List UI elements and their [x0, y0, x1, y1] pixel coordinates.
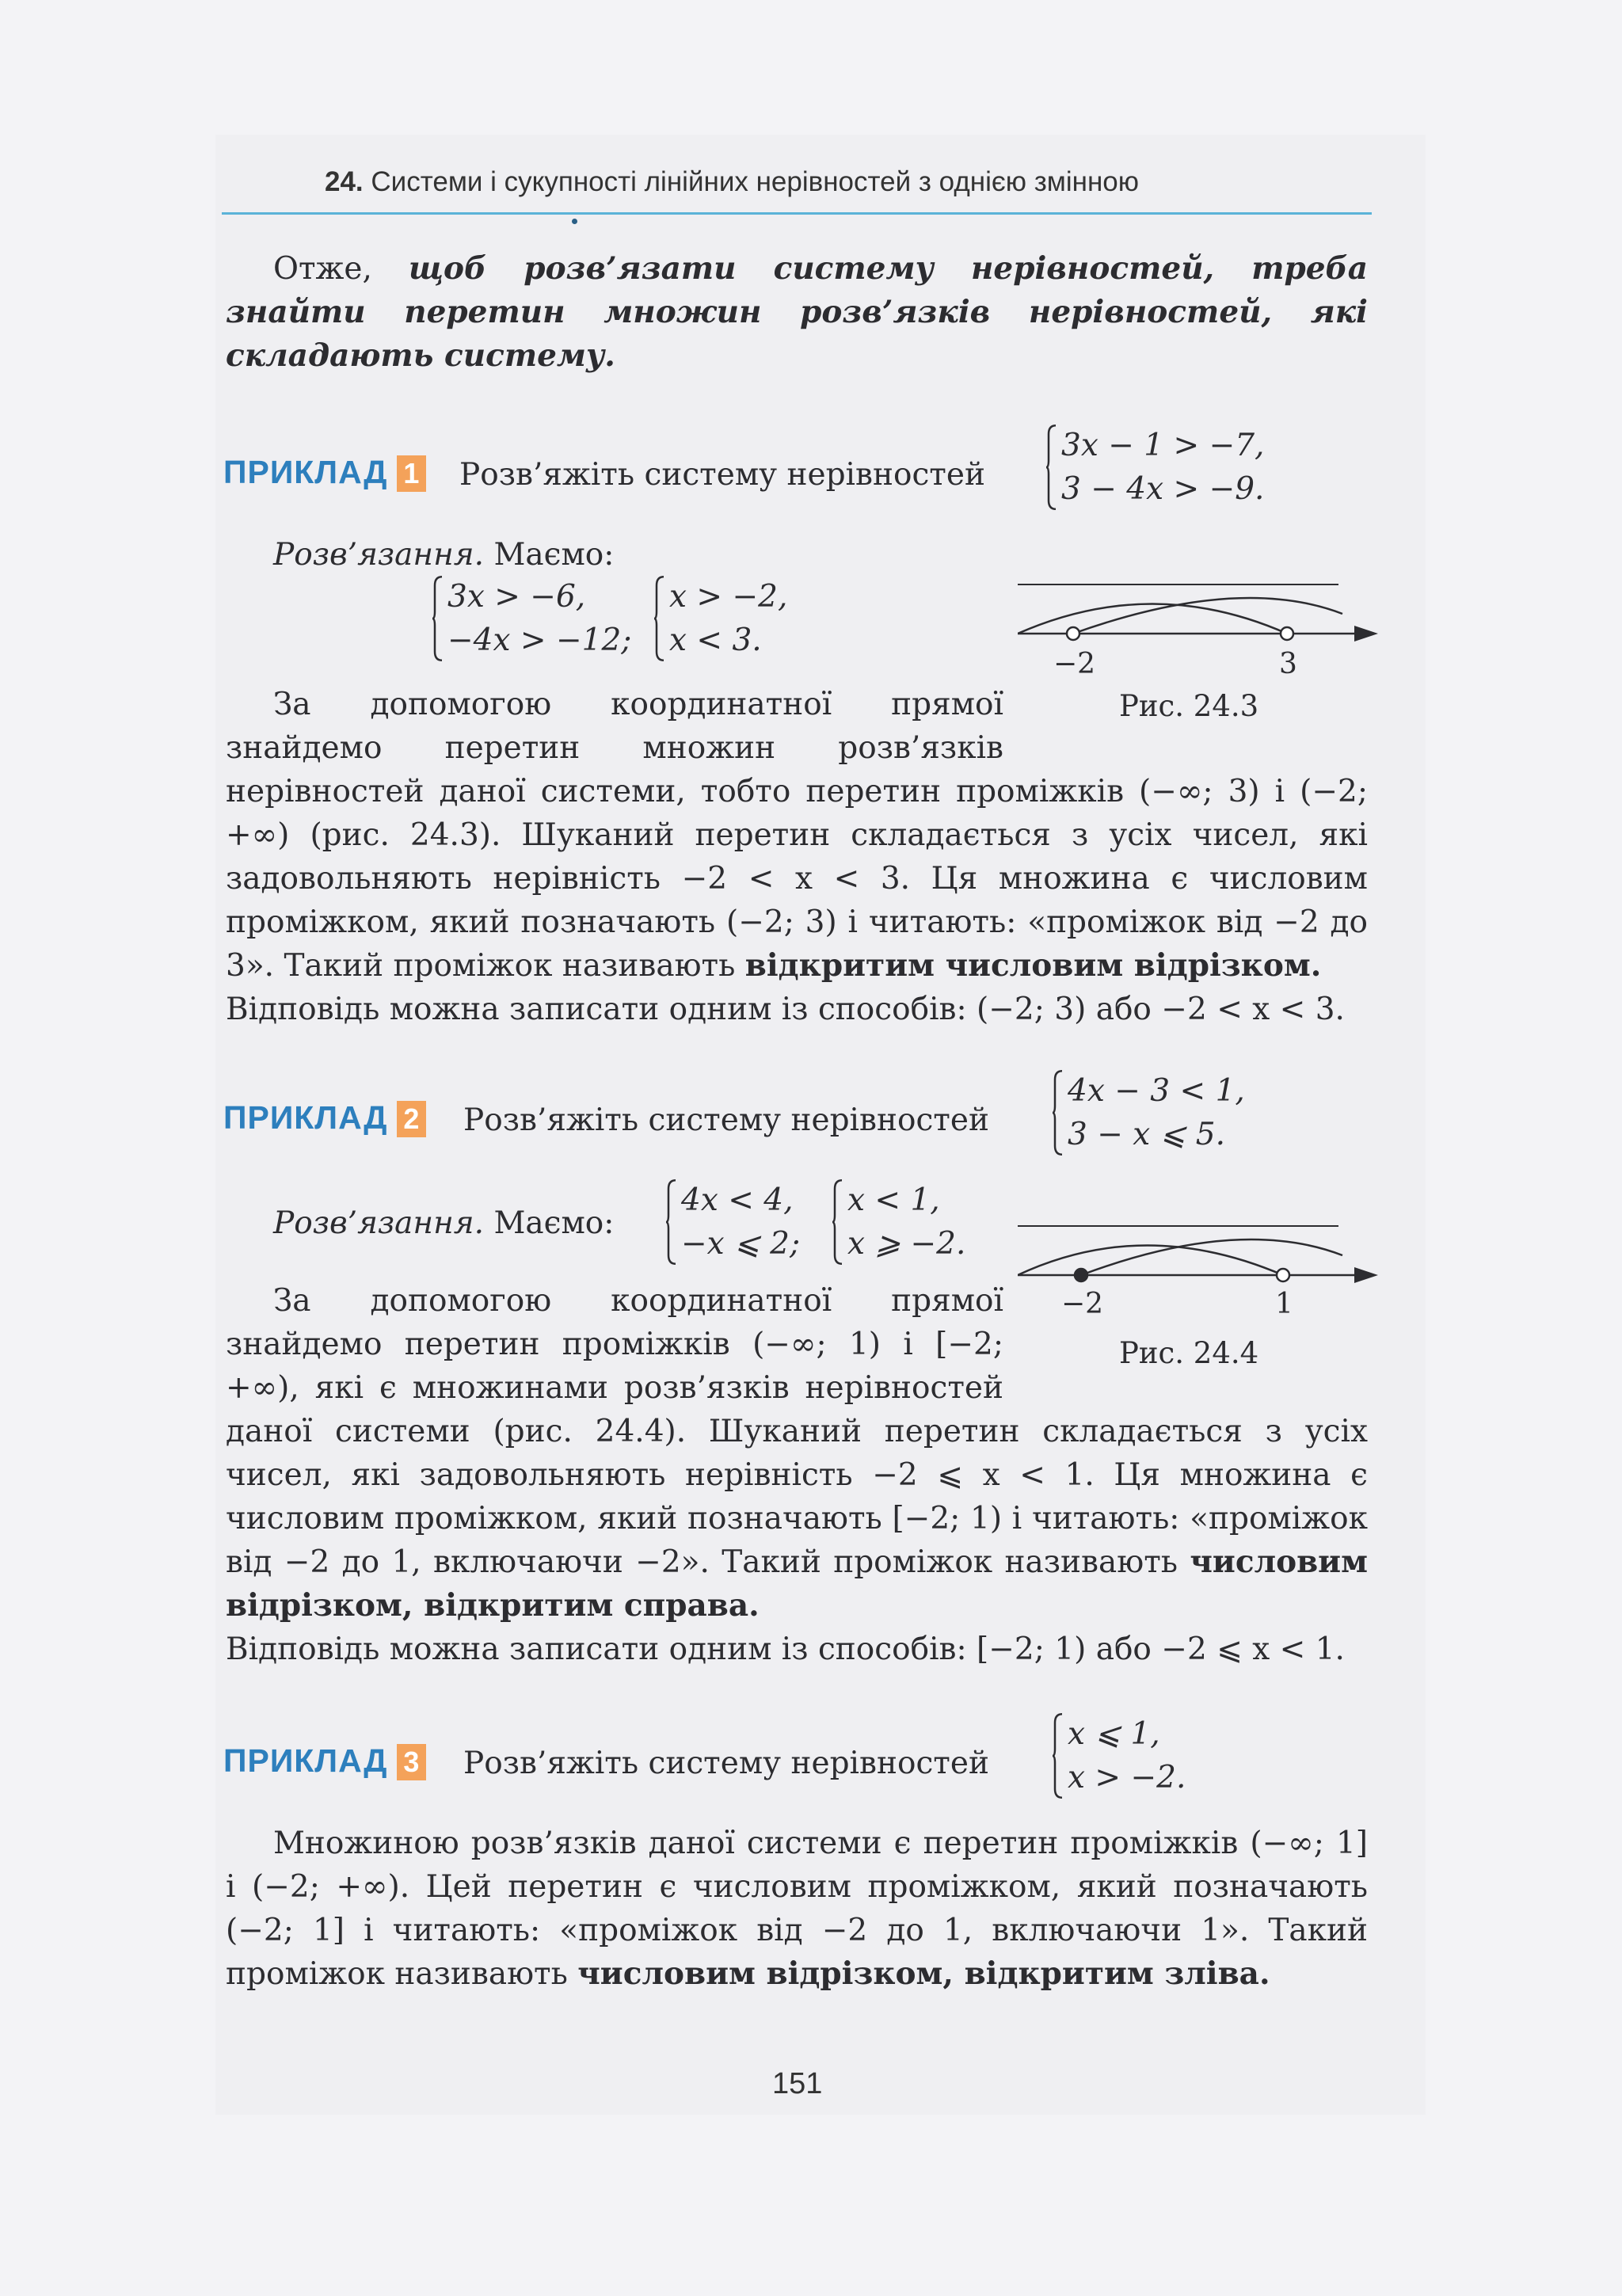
step-line: −4x > −12; [447, 623, 632, 658]
tick-label: −2 [1061, 1288, 1104, 1320]
brace-icon [665, 1178, 676, 1266]
example-1-word: ПРИКЛАД [223, 454, 388, 490]
arc-minus-inf-to-1 [1018, 1246, 1283, 1276]
solution-start: Маємо: [493, 537, 615, 573]
example-2-system [1052, 1069, 1245, 1156]
solution-start: Маємо: [493, 1205, 615, 1241]
arc-minus-2-to-inf [1081, 1239, 1342, 1275]
system-line: x ⩽ 1, [1068, 1716, 1160, 1752]
arrow-icon [1354, 626, 1378, 642]
intro-paragraph [226, 247, 1368, 378]
brace-icon [1052, 1712, 1063, 1799]
figure-float-space [1003, 683, 1368, 770]
figure-24-4-caption: Рис. 24.4 [1119, 1336, 1259, 1370]
figure-24-3 [1018, 570, 1382, 697]
example-1-task: Розв’яжіть систему нерівностей [459, 457, 985, 493]
brace-icon [432, 575, 443, 662]
example-2-solution-intro [273, 1201, 614, 1245]
system-line: 4x − 3 < 1, [1068, 1073, 1245, 1109]
running-header [325, 166, 1139, 198]
system-line: 3 − 4x > −9. [1061, 471, 1265, 507]
open-point-icon [1281, 627, 1293, 640]
step-line: x < 1, [847, 1182, 940, 1218]
step-line: x < 3. [669, 623, 762, 658]
section-title: Системи і сукупності лінійних нерівностей з однією змінною [371, 166, 1139, 197]
section-number: 24. [325, 166, 364, 197]
answer: Відповідь можна записати одним із способів: [−2; 1) або −2 ⩽ x < 1. [226, 1632, 1345, 1667]
term: числовим відрізком, відкритим зліва. [577, 1955, 1270, 1992]
example-1-label [223, 454, 426, 492]
example-2-number: 2 [397, 1101, 426, 1137]
step-line: 3x > −6, [447, 579, 586, 615]
brace-icon [1052, 1069, 1063, 1156]
arc-minus-inf-to-3 [1018, 604, 1287, 634]
explanation: За допомогою координатної прямої знайдемо перетин множин розв’язків нерівностей даної системи, тобто перетин проміжків (−∞; 3) і (−2; +∞) (рис. 24.3). Шуканий перетин складається з усіх чисел, які задовольняють нерівність −2 < x < 3. Ця множина є числовим проміжком, який позначають (−2; 3) і читають: «проміжок від −2 до 3». Такий проміжок називають [226, 687, 1368, 984]
step-line: x > −2, [669, 579, 788, 615]
example-2-label [223, 1099, 426, 1137]
example-3-system [1052, 1712, 1186, 1799]
example-2-word: ПРИКЛАД [223, 1099, 388, 1136]
example-1-system [1045, 424, 1264, 511]
solution-label: Розв’язання. [273, 1205, 485, 1241]
example-3-word: ПРИКЛАД [223, 1742, 388, 1779]
example-3-number: 3 [397, 1744, 426, 1780]
figure-24-3-caption: Рис. 24.3 [1119, 689, 1259, 723]
intro-rule: щоб розв’язати систему нерівностей, треба знайти перетин множин розв’язків нерівностей, які складають систему. [226, 250, 1368, 374]
example-2-step1 [665, 1178, 800, 1266]
tick-label: 1 [1275, 1288, 1293, 1320]
system-line: x > −2. [1068, 1760, 1186, 1795]
brace-icon [832, 1178, 843, 1266]
example-1-step1 [432, 575, 631, 662]
example-1-step2 [653, 575, 787, 662]
term: відкритим числовим відрізком. [744, 947, 1322, 984]
brace-icon [1045, 424, 1057, 511]
example-1-solution-intro [273, 533, 614, 577]
page-number: 151 [772, 2067, 823, 2100]
example-1-number: 1 [397, 455, 426, 492]
example-3-text [226, 1822, 1368, 1996]
example-2-text [226, 1279, 1368, 1671]
system-line: 3 − x ⩽ 5. [1068, 1117, 1225, 1152]
tick-label: 3 [1279, 648, 1297, 680]
solution-label: Розв’язання. [273, 537, 485, 573]
open-point-icon [1067, 627, 1079, 640]
tick-label: −2 [1053, 648, 1096, 680]
example-2-step2 [832, 1178, 965, 1266]
system-line: 3x − 1 > −7, [1061, 428, 1265, 463]
explanation: За допомогою координатної прямої знайдемо перетин проміжків (−∞; 1) і [−2; +∞), які є множинами розв’язків нерівностей даної системи (рис. 24.4). Шуканий перетин складається з усіх чисел, які задовольняють нерівність −2 ⩽ x < 1. Ця множина є числовим проміжком, який позначають [−2; 1) і читають: «проміжок від −2 до 1, включаючи −2». Такий проміжок називають [226, 1283, 1368, 1580]
example-3-task: Розв’яжіть систему нерівностей [463, 1746, 989, 1781]
example-3-label [223, 1742, 426, 1780]
intro-lead: Отже, [273, 251, 372, 287]
example-2-task: Розв’яжіть систему нерівностей [463, 1102, 989, 1138]
header-dot [572, 219, 577, 224]
arc-minus-2-to-inf [1073, 598, 1342, 634]
example-1-text [226, 683, 1368, 1031]
explanation: Множиною розв’язків даної системи є перетин проміжків (−∞; 1] і (−2; +∞). Цей перетин є числовим проміжком, який позначають (−2; 1] і читають: «проміжок від −2 до 1, включаючи 1». Такий проміжок називають [226, 1826, 1368, 1992]
figure-float-space [1003, 1279, 1368, 1410]
answer: Відповідь можна записати одним із способів: (−2; 3) або −2 < x < 3. [226, 992, 1345, 1027]
term: числовим відрізком, відкритим справа. [226, 1544, 1368, 1624]
step-line: 4x < 4, [681, 1182, 794, 1218]
step-line: −x ⩽ 2; [681, 1226, 801, 1262]
header-rule [222, 212, 1372, 215]
brace-icon [653, 575, 664, 662]
step-line: x ⩾ −2. [847, 1226, 966, 1262]
